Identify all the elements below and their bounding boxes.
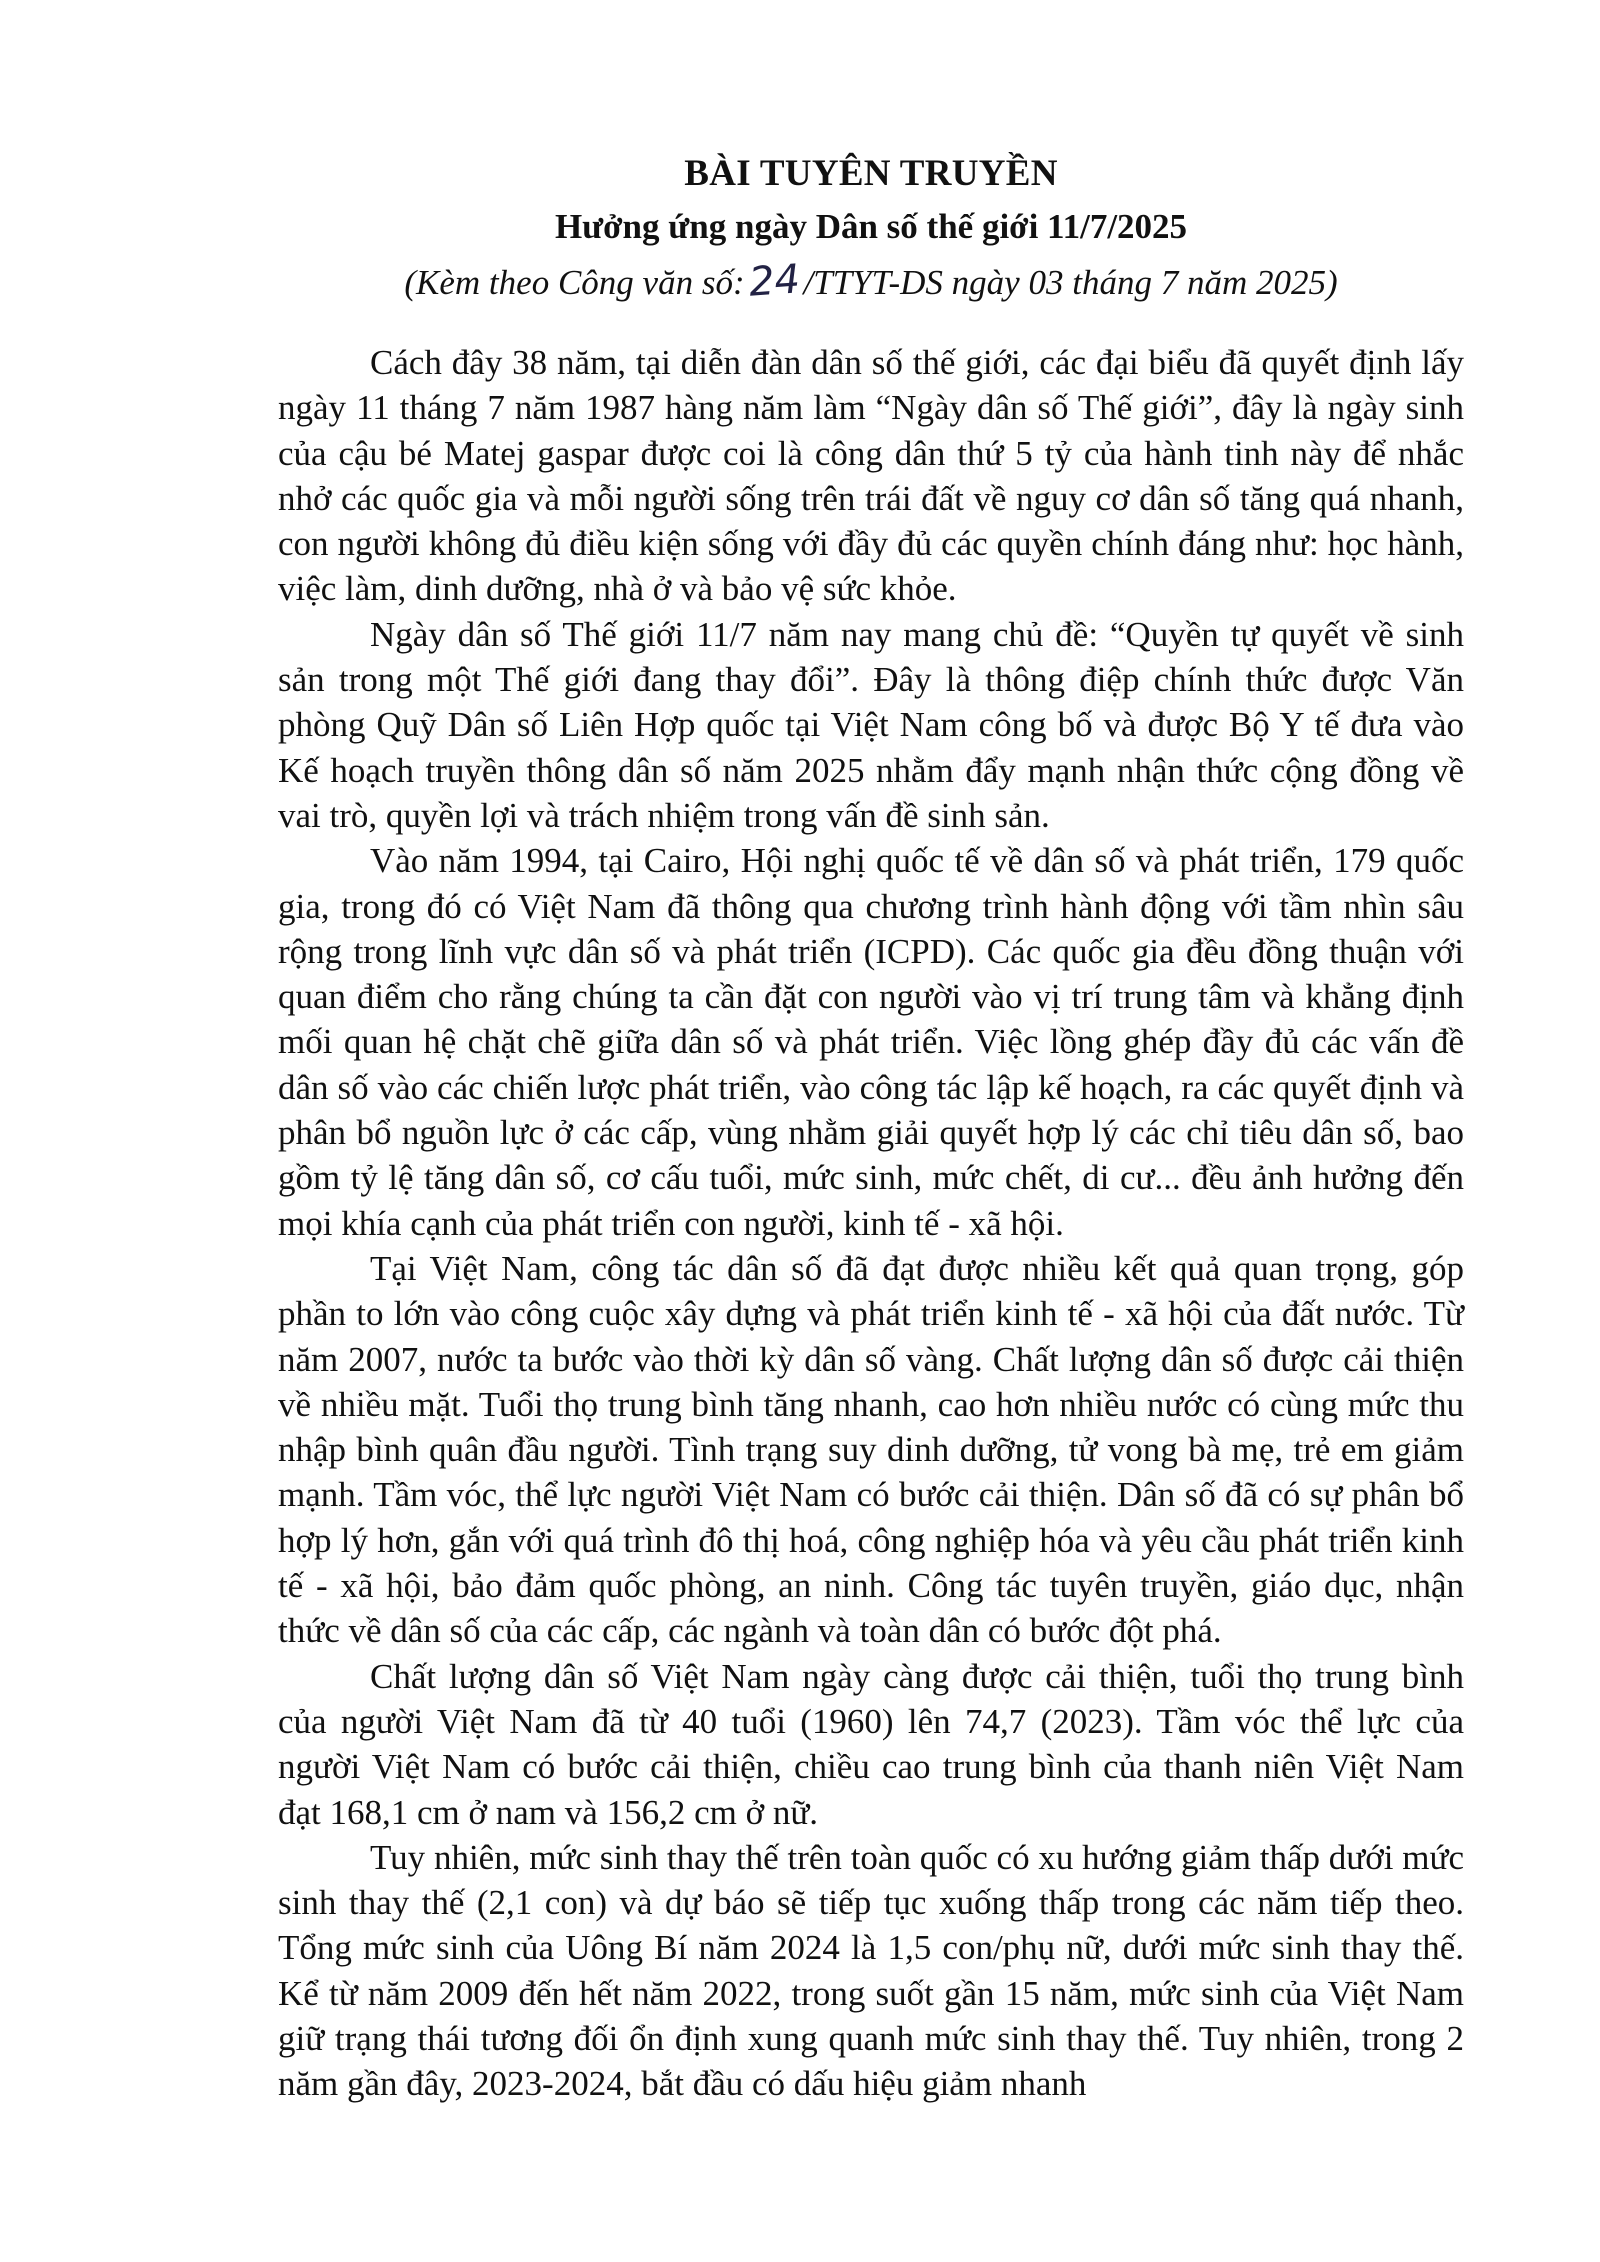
paragraph: Chất lượng dân số Việt Nam ngày càng được cải thiện, tuổi thọ trung bình của người Việt Nam đã từ 40 tuổi (1960) lên 74,7 (2023). Tầm vóc thể lực của người Việt Nam có bước cải thiện, chiều cao trung bình của thanh niên Việt Nam đạt 168,1 cm ở nam và 156,2 cm ở nữ. (278, 1656, 1464, 1832)
paragraph: Tuy nhiên, mức sinh thay thế trên toàn quốc có xu hướng giảm thấp dưới mức sinh thay thế (2,1 con) và dự báo sẽ tiếp tục xuống thấp trong các năm tiếp theo. Tổng mức sinh của Uông Bí năm 2024 là 1,5 con/phụ nữ, dưới mức sinh thay thế. Kể từ năm 2009 đến hết năm 2022, trong suốt gần 15 năm, mức sinh của Việt Nam giữ trạng thái tương đối ổn định xung quanh mức sinh thay thế. Tuy nhiên, trong 2 năm gần đây, 2023-2024, bắt đầu có dấu hiệu giảm nhanh (278, 1837, 1464, 2104)
document-subtitle: Hưởng ứng ngày Dân số thế giới 11/7/2025 (554, 207, 1188, 246)
handwritten-reference-number: 24 (747, 256, 802, 306)
paragraph: Ngày dân số Thế giới 11/7 năm nay mang chủ đề: “Quyền tự quyết về sinh sản trong một Thế giới đang thay đổi”. Đây là thông điệp chính thức được Văn phòng Quỹ Dân số Liên Hợp quốc tại Việt Nam công bố và được Bộ Y tế đưa vào Kế hoạch truyền thông dân số năm 2025 nhằm đẩy mạnh nhận thức cộng đồng về vai trò, quyền lợi và trách nhiệm trong vấn đề sinh sản. (278, 614, 1464, 835)
document-body (278, 340, 1464, 2107)
document-reference (278, 258, 1464, 306)
paragraph: Tại Việt Nam, công tác dân số đã đạt được nhiều kết quả quan trọng, góp phần to lớn vào công cuộc xây dựng và phát triển kinh tế - xã hội của đất nước. Từ năm 2007, nước ta bước vào thời kỳ dân số vàng. Chất lượng dân số được cải thiện về nhiều mặt. Tuổi thọ trung bình tăng nhanh, cao hơn nhiều nước có cùng mức thu nhập bình quân đầu người. Tình trạng suy dinh dưỡng, tử vong bà mẹ, trẻ em giảm mạnh. Tầm vóc, thể lực người Việt Nam có bước cải thiện. Dân số đã có sự phân bổ hợp lý hơn, gắn với quá trình đô thị hoá, công nghiệp hóa và yêu cầu phát triển kinh tế - xã hội, bảo đảm quốc phòng, an ninh. Công tác tuyên truyền, giáo dục, nhận thức về dân số của các cấp, các ngành và toàn dân có bước đột phá. (278, 1248, 1464, 1651)
document-title: BÀI TUYÊN TRUYỀN (684, 153, 1058, 194)
reference-prefix: (Kèm theo Công văn số: (404, 263, 745, 302)
reference-suffix: /TTYT-DS ngày 03 tháng 7 năm 2025) (803, 263, 1338, 302)
paragraph: Cách đây 38 năm, tại diễn đàn dân số thế giới, các đại biểu đã quyết định lấy ngày 11 tháng 7 năm 1987 hàng năm làm “Ngày dân số Thế giới”, đây là ngày sinh của cậu bé Matej gaspar được coi là công dân thứ 5 tỷ của hành tinh này để nhắc nhở các quốc gia và mỗi người sống trên trái đất về nguy cơ dân số tăng quá nhanh, con người không đủ điều kiện sống với đầy đủ các quyền chính đáng như: học hành, việc làm, dinh dưỡng, nhà ở và bảo vệ sức khỏe. (278, 343, 1464, 609)
paragraph: Vào năm 1994, tại Cairo, Hội nghị quốc tế về dân số và phát triển, 179 quốc gia, trong đó có Việt Nam đã thông qua chương trình hành động với tầm nhìn sâu rộng trong lĩnh vực dân số và phát triển (ICPD). Các quốc gia đều đồng thuận với quan điểm cho rằng chúng ta cần đặt con người vào vị trí trung tâm và khẳng định mối quan hệ chặt chẽ giữa dân số và phát triển. Việc lồng ghép đầy đủ các vấn đề dân số vào các chiến lược phát triển, vào công tác lập kế hoạch, ra các quyết định và phân bổ nguồn lực ở các cấp, vùng nhằm giải quyết hợp lý các chỉ tiêu dân số, bao gồm tỷ lệ tăng dân số, cơ cấu tuổi, mức sinh, mức chết, di cư... đều ảnh hưởng đến mọi khía cạnh của phát triển con người, kinh tế - xã hội. (278, 841, 1464, 1243)
